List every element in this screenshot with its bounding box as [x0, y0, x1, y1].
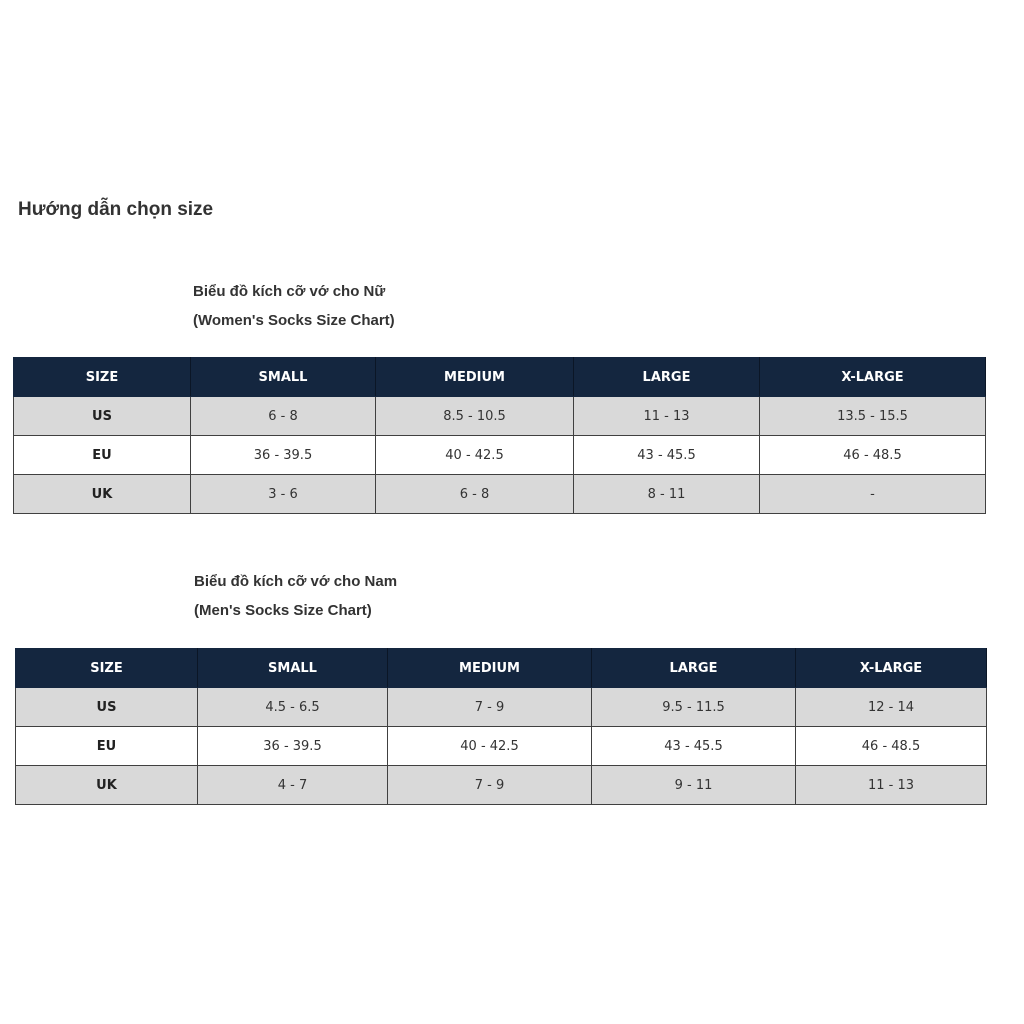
header-size: SIZE: [16, 649, 198, 688]
table-header-row: [16, 649, 987, 688]
table-cell: 46 - 48.5: [760, 436, 986, 475]
table-cell: 9.5 - 11.5: [592, 688, 796, 727]
row-label-uk: UK: [16, 766, 198, 805]
table-row: [16, 766, 987, 805]
row-label-eu: EU: [16, 727, 198, 766]
women-size-table: [13, 357, 986, 514]
header-small: SMALL: [198, 649, 388, 688]
table-cell: 8 - 11: [574, 475, 760, 514]
table-cell: 11 - 13: [574, 397, 760, 436]
table-cell: 4.5 - 6.5: [198, 688, 388, 727]
table-cell: 9 - 11: [592, 766, 796, 805]
table-cell: 36 - 39.5: [191, 436, 376, 475]
men-chart-title-en: (Men's Socks Size Chart): [194, 602, 372, 619]
row-label-us: US: [14, 397, 191, 436]
table-cell: 43 - 45.5: [574, 436, 760, 475]
table-row: [14, 397, 986, 436]
table-row: [16, 688, 987, 727]
table-cell: 4 - 7: [198, 766, 388, 805]
table-cell: 13.5 - 15.5: [760, 397, 986, 436]
table-cell: 6 - 8: [376, 475, 574, 514]
header-large: LARGE: [574, 358, 760, 397]
header-small: SMALL: [191, 358, 376, 397]
table-cell: 36 - 39.5: [198, 727, 388, 766]
table-cell: 40 - 42.5: [376, 436, 574, 475]
page-title: Hướng dẫn chọn size: [18, 199, 214, 220]
header-size: SIZE: [14, 358, 191, 397]
header-medium: MEDIUM: [388, 649, 592, 688]
women-chart-title-vi: Biểu đồ kích cỡ vớ cho Nữ: [193, 283, 386, 300]
table-cell: 7 - 9: [388, 688, 592, 727]
table-cell: 46 - 48.5: [796, 727, 987, 766]
table-cell: 6 - 8: [191, 397, 376, 436]
table-cell: 12 - 14: [796, 688, 987, 727]
header-x-large: X-LARGE: [796, 649, 987, 688]
table-header-row: [14, 358, 986, 397]
header-x-large: X-LARGE: [760, 358, 986, 397]
table-row: [14, 475, 986, 514]
women-chart-title-en: (Women's Socks Size Chart): [193, 312, 395, 329]
table-cell: 11 - 13: [796, 766, 987, 805]
row-label-us: US: [16, 688, 198, 727]
table-row: [14, 436, 986, 475]
table-row: [16, 727, 987, 766]
row-label-uk: UK: [14, 475, 191, 514]
men-chart-caption: [194, 567, 397, 625]
table-cell: 43 - 45.5: [592, 727, 796, 766]
men-size-table: [15, 648, 987, 805]
row-label-eu: EU: [14, 436, 191, 475]
table-cell: 8.5 - 10.5: [376, 397, 574, 436]
men-chart-title-vi: Biểu đồ kích cỡ vớ cho Nam: [194, 573, 398, 590]
header-large: LARGE: [592, 649, 796, 688]
table-cell: 3 - 6: [191, 475, 376, 514]
table-cell: 7 - 9: [388, 766, 592, 805]
table-cell: -: [760, 475, 986, 514]
header-medium: MEDIUM: [376, 358, 574, 397]
table-cell: 40 - 42.5: [388, 727, 592, 766]
women-chart-caption: [193, 277, 395, 335]
